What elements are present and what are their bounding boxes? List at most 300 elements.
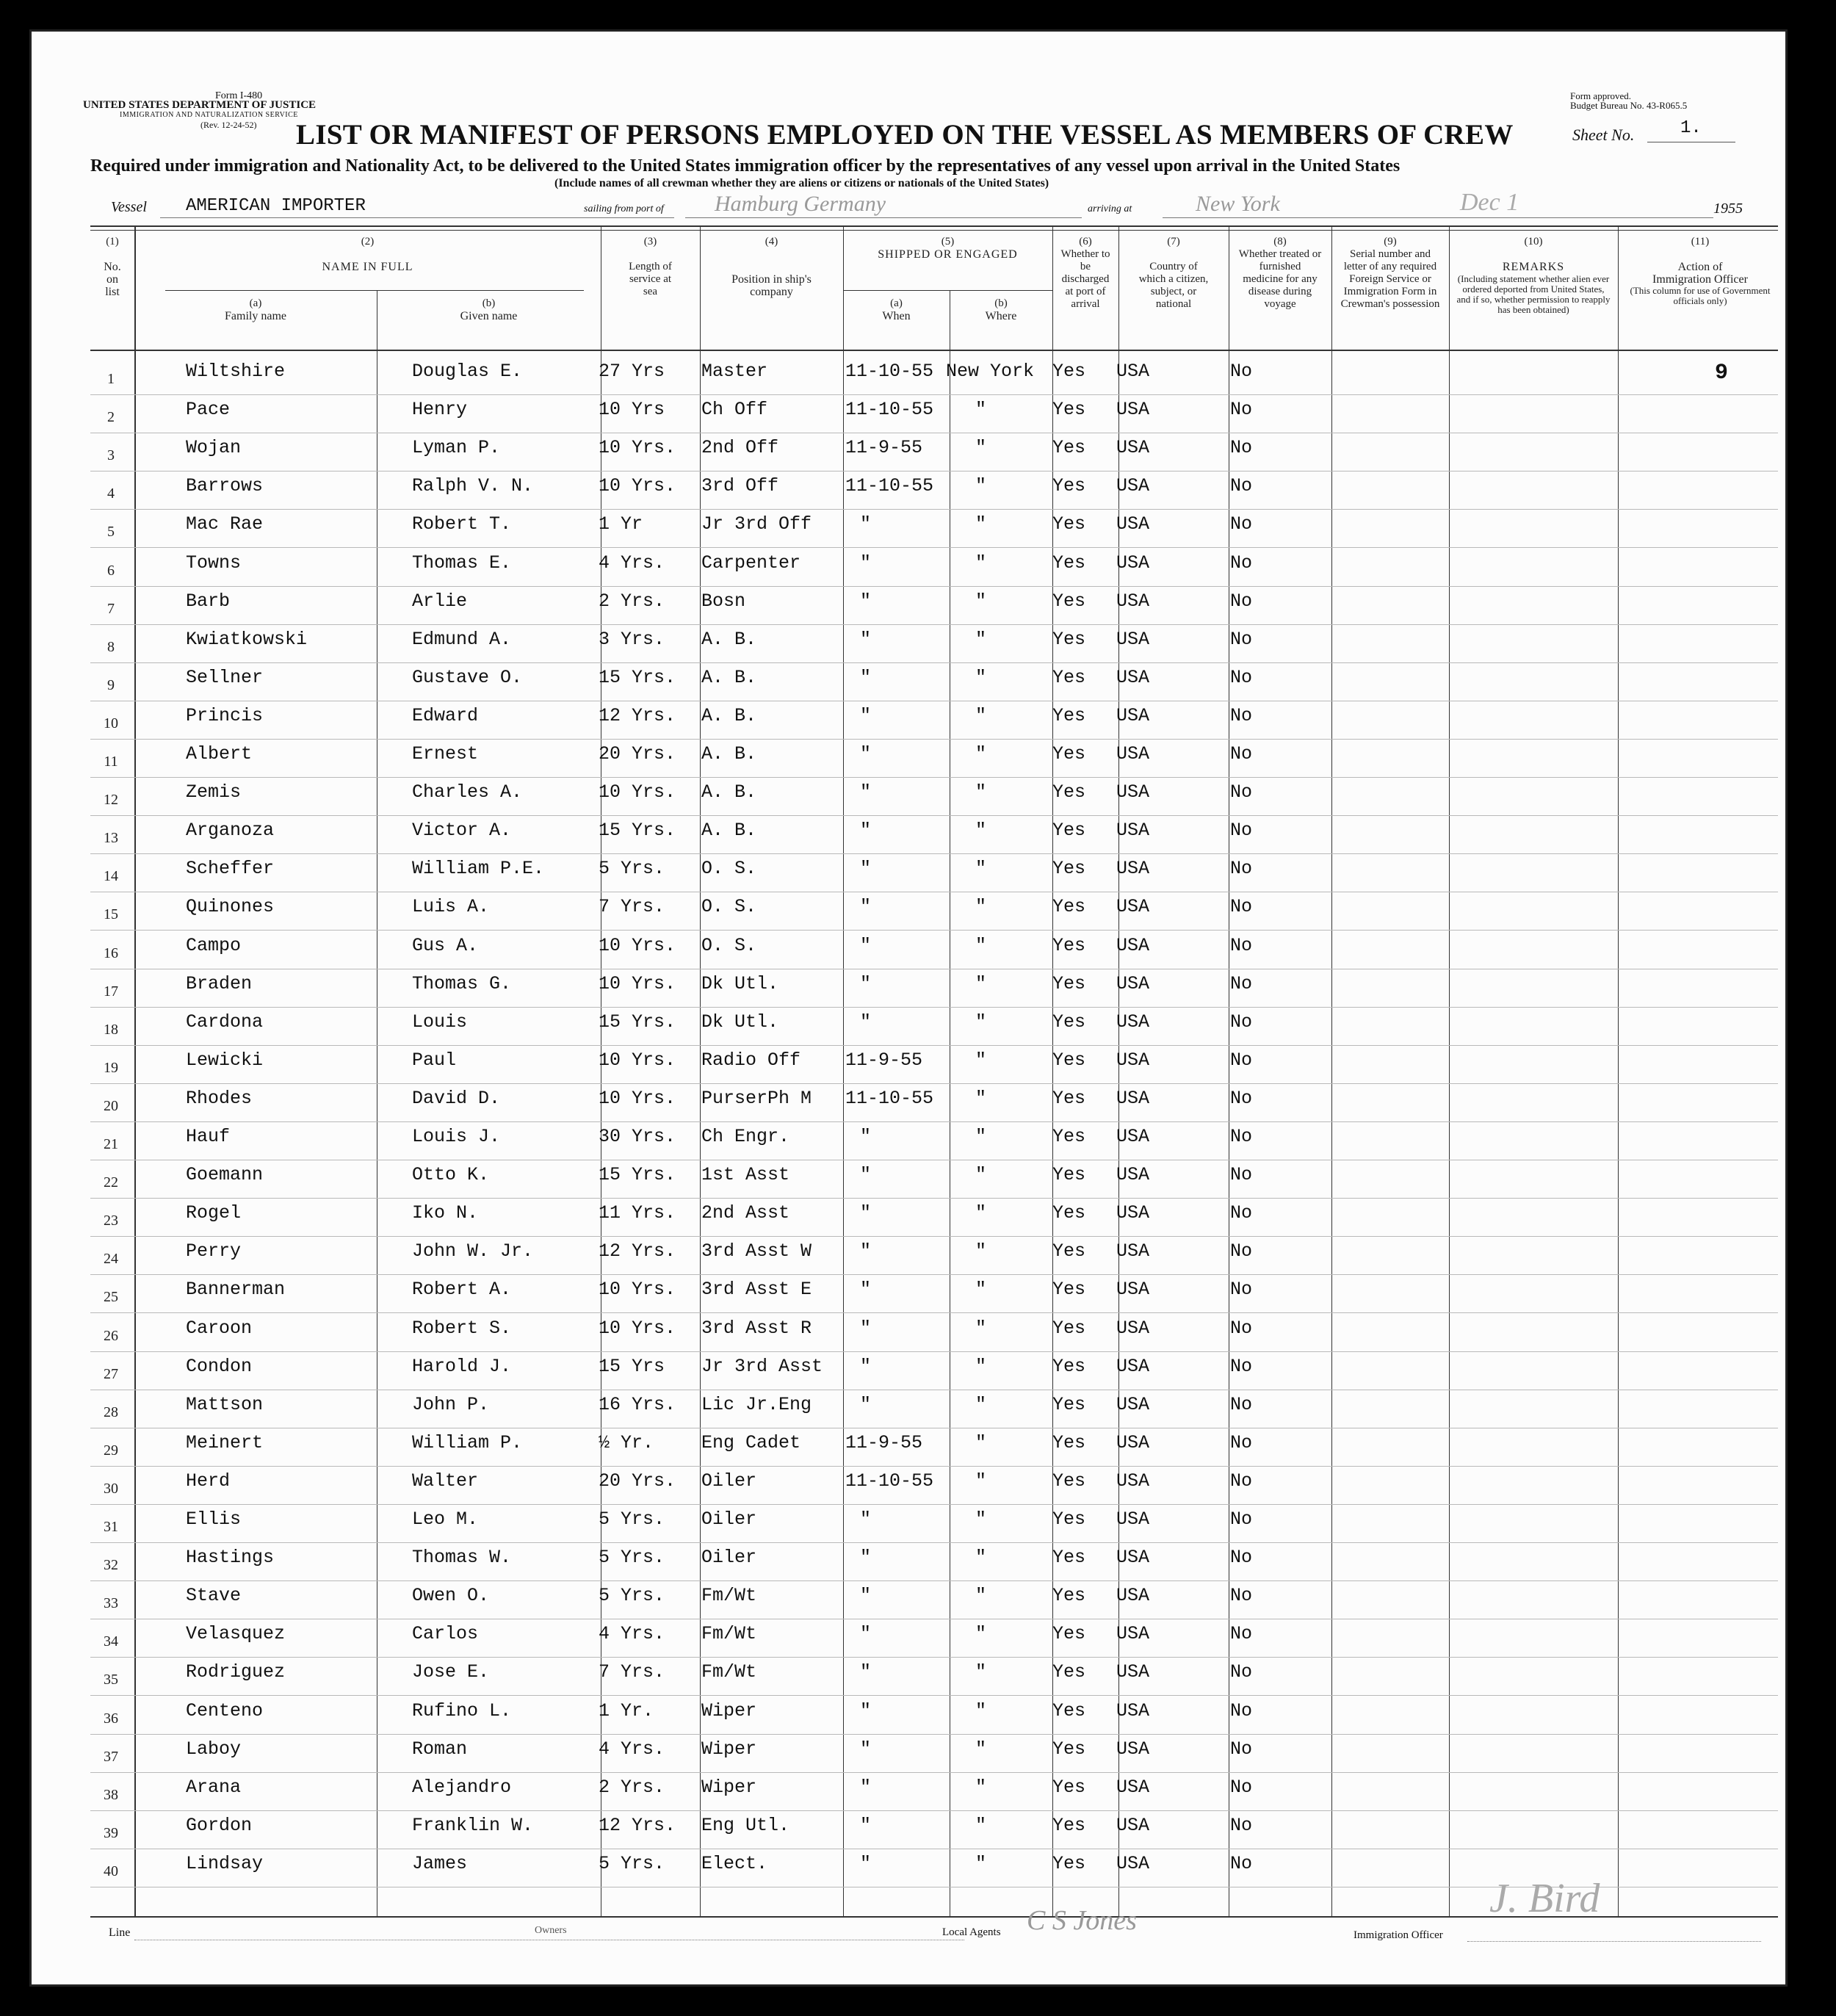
engaged-where-cell: " <box>975 1011 987 1033</box>
col-divider <box>1449 225 1450 1916</box>
engaged-when-cell: " <box>860 628 872 650</box>
service-name: IMMIGRATION AND NATURALIZATION SERVICE <box>120 111 298 119</box>
service-length-cell: 5 Yrs. <box>599 1585 665 1607</box>
given-name-cell: Iko N. <box>412 1202 479 1224</box>
engaged-when-cell: " <box>860 1585 872 1607</box>
medicine-cell: No <box>1230 1852 1253 1874</box>
engaged-when-cell: " <box>860 1011 872 1033</box>
service-length-cell: 10 Yrs. <box>599 934 676 956</box>
engaged-when-cell: " <box>860 896 872 918</box>
given-name-cell: Thomas G. <box>412 972 512 994</box>
service-length-cell: 10 Yrs. <box>599 1279 676 1301</box>
engaged-when-cell: 11-9-55 <box>845 1049 923 1071</box>
given-name-cell: John W. Jr. <box>412 1240 534 1262</box>
medicine-cell: No <box>1230 743 1253 765</box>
row-number: 4 <box>107 485 115 502</box>
discharged-cell: Yes <box>1052 1852 1086 1874</box>
row-number: 33 <box>104 1595 118 1612</box>
row-number: 30 <box>104 1480 118 1497</box>
engaged-where-cell: " <box>975 743 987 765</box>
position-cell: Lic Jr.Eng <box>701 1393 812 1415</box>
row-number: 32 <box>104 1557 118 1574</box>
given-name-cell: William P.E. <box>412 858 545 880</box>
family-name-cell: Laboy <box>186 1738 242 1760</box>
service-length-cell: 16 Yrs. <box>599 1393 676 1415</box>
table-top-border-2 <box>90 230 1778 231</box>
family-name-cell: Kwiatkowski <box>186 628 308 650</box>
row-number: 11 <box>104 754 118 770</box>
discharged-cell: Yes <box>1052 1509 1086 1530</box>
engaged-when-cell: 11-10-55 <box>845 361 934 382</box>
country-cell: USA <box>1116 1049 1150 1071</box>
budget-bureau: Budget Bureau No. 43-R065.5 <box>1570 100 1688 111</box>
family-name-cell: Scheffer <box>186 858 275 880</box>
form-revision: (Rev. 12-24-52) <box>200 120 257 130</box>
row-number: 13 <box>104 830 118 847</box>
sailing-port: Hamburg Germany <box>715 192 886 216</box>
given-name-cell: Gus A. <box>412 934 479 956</box>
family-name-cell: Rogel <box>186 1202 242 1224</box>
family-name-cell: Barb <box>186 590 231 612</box>
service-length-cell: 10 Yrs. <box>599 972 676 994</box>
row-number: 5 <box>107 524 115 541</box>
engaged-when-cell: " <box>860 972 872 994</box>
engaged-when-cell: 11-10-55 <box>845 1087 934 1109</box>
engaged-where-cell: " <box>975 1279 987 1301</box>
discharged-cell: Yes <box>1052 1126 1086 1147</box>
position-cell: Wiper <box>701 1738 757 1760</box>
family-name-cell: Quinones <box>186 896 275 918</box>
given-name-cell: Robert S. <box>412 1317 512 1339</box>
engaged-when-cell: " <box>860 666 872 688</box>
col5-header: (5) SHIPPED OR ENGAGED <box>878 236 1018 261</box>
col7-header: (7) Country of which a citizen, subject, or national <box>1138 236 1209 310</box>
row-rule <box>90 1466 1778 1467</box>
position-cell: 3rd Off <box>701 475 779 497</box>
discharged-cell: Yes <box>1052 972 1086 994</box>
engaged-when-cell: 11-10-55 <box>845 1470 934 1492</box>
medicine-cell: No <box>1230 1661 1253 1683</box>
engaged-where-cell: " <box>975 1623 987 1645</box>
row-number: 8 <box>107 638 115 655</box>
sailing-label: sailing from port of <box>584 203 664 214</box>
discharged-cell: Yes <box>1052 1317 1086 1339</box>
family-name-cell: Zemis <box>186 781 242 803</box>
discharged-cell: Yes <box>1052 628 1086 650</box>
engaged-where-cell: " <box>975 1431 987 1453</box>
medicine-cell: No <box>1230 781 1253 803</box>
country-cell: USA <box>1116 1240 1150 1262</box>
position-cell: 1st Asst <box>701 1164 790 1186</box>
position-cell: Carpenter <box>701 552 801 574</box>
row-number: 7 <box>107 600 115 617</box>
action-mark: 9 <box>1715 361 1729 386</box>
discharged-cell: Yes <box>1052 1279 1086 1301</box>
medicine-cell: No <box>1230 1393 1253 1415</box>
engaged-where-cell: " <box>975 513 987 535</box>
family-name-cell: Rhodes <box>186 1087 253 1109</box>
header-bottom-border <box>90 350 1778 351</box>
engaged-when-cell: " <box>860 552 872 574</box>
col5b-header: (b) Where <box>985 297 1017 322</box>
engaged-when-cell: " <box>860 1623 872 1645</box>
discharged-cell: Yes <box>1052 781 1086 803</box>
discharged-cell: Yes <box>1052 590 1086 612</box>
discharged-cell: Yes <box>1052 1355 1086 1377</box>
country-cell: USA <box>1116 1585 1150 1607</box>
engaged-where-cell: " <box>975 666 987 688</box>
engaged-where-cell: " <box>975 1776 987 1798</box>
row-rule <box>90 1274 1778 1275</box>
footer-line-label: Line <box>109 1926 131 1939</box>
row-rule <box>90 624 1778 625</box>
medicine-cell: No <box>1230 552 1253 574</box>
country-cell: USA <box>1116 1509 1150 1530</box>
engaged-where-cell: " <box>975 1087 987 1109</box>
engaged-when-cell: " <box>860 1126 872 1147</box>
country-cell: USA <box>1116 1087 1150 1109</box>
row-number: 10 <box>104 715 118 731</box>
date-handwritten: Dec 1 <box>1460 189 1519 216</box>
position-cell: Dk Utl. <box>701 1011 779 1033</box>
vessel-name: AMERICAN IMPORTER <box>186 196 366 216</box>
country-cell: USA <box>1116 475 1150 497</box>
engaged-when-cell: " <box>860 934 872 956</box>
service-length-cell: 5 Yrs. <box>599 1509 665 1530</box>
row-rule <box>90 1351 1778 1352</box>
agents-signature: C S Jones <box>1027 1905 1137 1936</box>
position-cell: Fm/Wt <box>701 1623 757 1645</box>
given-name-cell: Arlie <box>412 590 468 612</box>
engaged-where-cell: " <box>975 934 987 956</box>
engaged-where-cell: " <box>975 1049 987 1071</box>
medicine-cell: No <box>1230 1355 1253 1377</box>
given-name-cell: Robert T. <box>412 513 512 535</box>
given-name-cell: Victor A. <box>412 820 512 842</box>
sheet-label: Sheet No. <box>1572 126 1635 144</box>
family-name-cell: Meinert <box>186 1431 264 1453</box>
discharged-cell: Yes <box>1052 858 1086 880</box>
family-name-cell: Arana <box>186 1776 242 1798</box>
given-name-cell: Edmund A. <box>412 628 512 650</box>
row-rule <box>90 1772 1778 1773</box>
row-rule <box>90 1198 1778 1199</box>
family-name-cell: Arganoza <box>186 820 275 842</box>
given-name-cell: Robert A. <box>412 1279 512 1301</box>
country-cell: USA <box>1116 1699 1150 1721</box>
col6-header: (6) Whether to be discharged at port of arrival <box>1060 236 1110 310</box>
engaged-where-cell: " <box>975 628 987 650</box>
medicine-cell: No <box>1230 1623 1253 1645</box>
row-rule <box>90 547 1778 548</box>
row-rule <box>90 1007 1778 1008</box>
row-number: 37 <box>104 1748 118 1765</box>
position-cell: A. B. <box>701 704 757 726</box>
country-cell: USA <box>1116 361 1150 382</box>
engaged-where-cell: " <box>975 1240 987 1262</box>
discharged-cell: Yes <box>1052 896 1086 918</box>
country-cell: USA <box>1116 704 1150 726</box>
country-cell: USA <box>1116 1393 1150 1415</box>
position-cell: Jr 3rd Off <box>701 513 812 535</box>
row-rule <box>90 739 1778 740</box>
engaged-where-cell: " <box>975 552 987 574</box>
engaged-when-cell: " <box>860 1661 872 1683</box>
form-approved: Form approved. <box>1570 90 1632 101</box>
col11-header: (11) Action of Immigration Officer (This column for use of Government officials only) <box>1630 236 1771 306</box>
family-name-cell: Bannerman <box>186 1279 286 1301</box>
row-number: 35 <box>104 1672 118 1688</box>
medicine-cell: No <box>1230 820 1253 842</box>
engaged-where-cell: " <box>975 1126 987 1147</box>
service-length-cell: 10 Yrs <box>599 399 665 421</box>
position-cell: A. B. <box>701 666 757 688</box>
footer-agents-label: Local Agents <box>942 1926 1001 1938</box>
engaged-when-cell: 11-9-55 <box>845 1431 923 1453</box>
engaged-when-cell: " <box>860 820 872 842</box>
engaged-where-cell: " <box>975 590 987 612</box>
discharged-cell: Yes <box>1052 666 1086 688</box>
engaged-where-cell: " <box>975 858 987 880</box>
given-name-cell: Charles A. <box>412 781 523 803</box>
row-number: 12 <box>104 792 118 809</box>
footer-officer-label: Immigration Officer <box>1353 1929 1443 1941</box>
col-divider <box>843 225 844 1916</box>
row-number: 38 <box>104 1786 118 1803</box>
country-cell: USA <box>1116 399 1150 421</box>
year: 1955 <box>1713 200 1743 217</box>
vessel-underline <box>160 217 674 218</box>
given-name-cell: Douglas E. <box>412 361 523 382</box>
position-cell: Jr 3rd Asst <box>701 1355 823 1377</box>
position-cell: O. S. <box>701 896 757 918</box>
given-name-cell: Thomas E. <box>412 552 512 574</box>
col2a-header: (a) Family name <box>225 297 286 322</box>
given-name-cell: John P. <box>412 1393 490 1415</box>
engaged-when-cell: " <box>860 1699 872 1721</box>
family-name-cell: Lewicki <box>186 1049 264 1071</box>
discharged-cell: Yes <box>1052 820 1086 842</box>
row-number: 23 <box>104 1213 118 1229</box>
engaged-where-cell: " <box>975 781 987 803</box>
medicine-cell: No <box>1230 513 1253 535</box>
country-cell: USA <box>1116 666 1150 688</box>
row-rule <box>90 853 1778 854</box>
discharged-cell: Yes <box>1052 1814 1086 1836</box>
row-number: 2 <box>107 409 115 426</box>
position-cell: Oiler <box>701 1470 757 1492</box>
discharged-cell: Yes <box>1052 1776 1086 1798</box>
given-name-cell: Franklin W. <box>412 1814 534 1836</box>
service-length-cell: 12 Yrs. <box>599 704 676 726</box>
row-number: 24 <box>104 1251 118 1268</box>
engaged-when-cell: " <box>860 1509 872 1530</box>
family-name-cell: Centeno <box>186 1699 264 1721</box>
engaged-where-cell: " <box>975 704 987 726</box>
row-number: 22 <box>104 1174 118 1191</box>
discharged-cell: Yes <box>1052 1087 1086 1109</box>
row-number: 36 <box>104 1710 118 1727</box>
engaged-when-cell: " <box>860 1393 872 1415</box>
country-cell: USA <box>1116 513 1150 535</box>
country-cell: USA <box>1116 820 1150 842</box>
family-name-cell: Stave <box>186 1585 242 1607</box>
row-number: 29 <box>104 1442 118 1459</box>
given-name-cell: Alejandro <box>412 1776 512 1798</box>
sheet-number: 1. <box>1680 118 1702 138</box>
col2-header: (2) NAME IN FULL <box>322 236 413 273</box>
position-cell: A. B. <box>701 820 757 842</box>
discharged-cell: Yes <box>1052 399 1086 421</box>
service-length-cell: 1 Yr <box>599 513 643 535</box>
engaged-where-cell: " <box>975 1585 987 1607</box>
medicine-cell: No <box>1230 628 1253 650</box>
discharged-cell: Yes <box>1052 1049 1086 1071</box>
crew-manifest-page <box>29 29 1788 1987</box>
sailing-underline <box>685 217 1082 218</box>
medicine-cell: No <box>1230 1317 1253 1339</box>
engaged-when-cell: " <box>860 743 872 765</box>
position-cell: 2nd Off <box>701 437 779 459</box>
footer-line-dots <box>134 1940 964 1941</box>
country-cell: USA <box>1116 1011 1150 1033</box>
row-rule <box>90 1045 1778 1046</box>
family-name-cell: Goemann <box>186 1164 264 1186</box>
engaged-where-cell: New York <box>946 361 1035 382</box>
family-name-cell: Barrows <box>186 475 264 497</box>
country-cell: USA <box>1116 1814 1150 1836</box>
family-name-cell: Campo <box>186 934 242 956</box>
row-rule <box>90 815 1778 816</box>
service-length-cell: 3 Yrs. <box>599 628 665 650</box>
service-length-cell: 4 Yrs. <box>599 552 665 574</box>
engaged-where-cell: " <box>975 1355 987 1377</box>
engaged-where-cell: " <box>975 1547 987 1569</box>
discharged-cell: Yes <box>1052 704 1086 726</box>
row-number: 15 <box>104 906 118 923</box>
col-divider <box>1618 225 1619 1916</box>
engaged-where-cell: " <box>975 820 987 842</box>
service-length-cell: 27 Yrs <box>599 361 665 382</box>
department-name: UNITED STATES DEPARTMENT OF JUSTICE <box>83 99 317 111</box>
service-length-cell: 2 Yrs. <box>599 590 665 612</box>
service-length-cell: 10 Yrs. <box>599 1087 676 1109</box>
discharged-cell: Yes <box>1052 1547 1086 1569</box>
engaged-where-cell: " <box>975 1509 987 1530</box>
medicine-cell: No <box>1230 1087 1253 1109</box>
given-name-cell: Gustave O. <box>412 666 523 688</box>
country-cell: USA <box>1116 743 1150 765</box>
country-cell: USA <box>1116 437 1150 459</box>
row-rule <box>90 1312 1778 1313</box>
page-note: (Include names of all crewman whether they are aliens or citizens or nationals of the United States) <box>554 177 1049 189</box>
country-cell: USA <box>1116 1431 1150 1453</box>
engaged-when-cell: 11-9-55 <box>845 437 923 459</box>
discharged-cell: Yes <box>1052 1202 1086 1224</box>
country-cell: USA <box>1116 1661 1150 1683</box>
engaged-when-cell: " <box>860 590 872 612</box>
vessel-label: Vessel <box>111 199 147 215</box>
discharged-cell: Yes <box>1052 1623 1086 1645</box>
engaged-where-cell: " <box>975 437 987 459</box>
service-length-cell: 1 Yr. <box>599 1699 654 1721</box>
medicine-cell: No <box>1230 399 1253 421</box>
row-number: 17 <box>104 983 118 1000</box>
row-number: 34 <box>104 1633 118 1650</box>
position-cell: 2nd Asst <box>701 1202 790 1224</box>
country-cell: USA <box>1116 934 1150 956</box>
country-cell: USA <box>1116 1547 1150 1569</box>
position-cell: Elect. <box>701 1852 768 1874</box>
family-name-cell: Mac Rae <box>186 513 264 535</box>
row-rule <box>90 1734 1778 1735</box>
service-length-cell: 4 Yrs. <box>599 1738 665 1760</box>
engaged-when-cell: " <box>860 1738 872 1760</box>
engaged-when-cell: " <box>860 1814 872 1836</box>
medicine-cell: No <box>1230 972 1253 994</box>
country-cell: USA <box>1116 1355 1150 1377</box>
arriving-label: arriving at <box>1088 203 1132 214</box>
row-rule <box>90 1504 1778 1505</box>
position-cell: Eng Utl. <box>701 1814 790 1836</box>
position-cell: Fm/Wt <box>701 1585 757 1607</box>
engaged-when-cell: " <box>860 1279 872 1301</box>
row-rule <box>90 662 1778 663</box>
col10-header: (10) REMARKS (Including statement whether alien ever ordered deported from United States, and if so, whether permission to reapply has been obtained) <box>1456 236 1611 315</box>
position-cell: Eng Cadet <box>701 1431 801 1453</box>
engaged-where-cell: " <box>975 1470 987 1492</box>
given-name-cell: Walter <box>412 1470 479 1492</box>
col-divider <box>700 225 701 1916</box>
table-top-border <box>90 225 1778 227</box>
country-cell: USA <box>1116 1776 1150 1798</box>
discharged-cell: Yes <box>1052 552 1086 574</box>
officer-signature: J. Bird <box>1489 1876 1600 1921</box>
col-divider <box>134 225 136 1916</box>
service-length-cell: 10 Yrs. <box>599 1317 676 1339</box>
position-cell: Bosn <box>701 590 746 612</box>
country-cell: USA <box>1116 590 1150 612</box>
country-cell: USA <box>1116 1317 1150 1339</box>
service-length-cell: ½ Yr. <box>599 1431 654 1453</box>
family-name-cell: Rodriguez <box>186 1661 286 1683</box>
discharged-cell: Yes <box>1052 1470 1086 1492</box>
row-rule <box>90 1657 1778 1658</box>
row-rule <box>90 1083 1778 1084</box>
service-length-cell: 20 Yrs. <box>599 1470 676 1492</box>
medicine-cell: No <box>1230 1049 1253 1071</box>
position-cell: 3rd Asst W <box>701 1240 812 1262</box>
engaged-where-cell: " <box>975 1699 987 1721</box>
row-rule <box>90 1121 1778 1122</box>
given-name-cell: Edward <box>412 704 479 726</box>
position-cell: 3rd Asst E <box>701 1279 812 1301</box>
service-length-cell: 15 Yrs. <box>599 1011 676 1033</box>
country-cell: USA <box>1116 552 1150 574</box>
family-name-cell: Mattson <box>186 1393 264 1415</box>
engaged-where-cell: " <box>975 896 987 918</box>
medicine-cell: No <box>1230 666 1253 688</box>
service-length-cell: 5 Yrs. <box>599 1547 665 1569</box>
row-number: 28 <box>104 1403 118 1420</box>
service-length-cell: 5 Yrs. <box>599 1852 665 1874</box>
medicine-cell: No <box>1230 1202 1253 1224</box>
position-cell: A. B. <box>701 628 757 650</box>
row-number: 21 <box>104 1136 118 1152</box>
position-cell: Oiler <box>701 1547 757 1569</box>
given-name-cell: Luis A. <box>412 896 490 918</box>
discharged-cell: Yes <box>1052 743 1086 765</box>
